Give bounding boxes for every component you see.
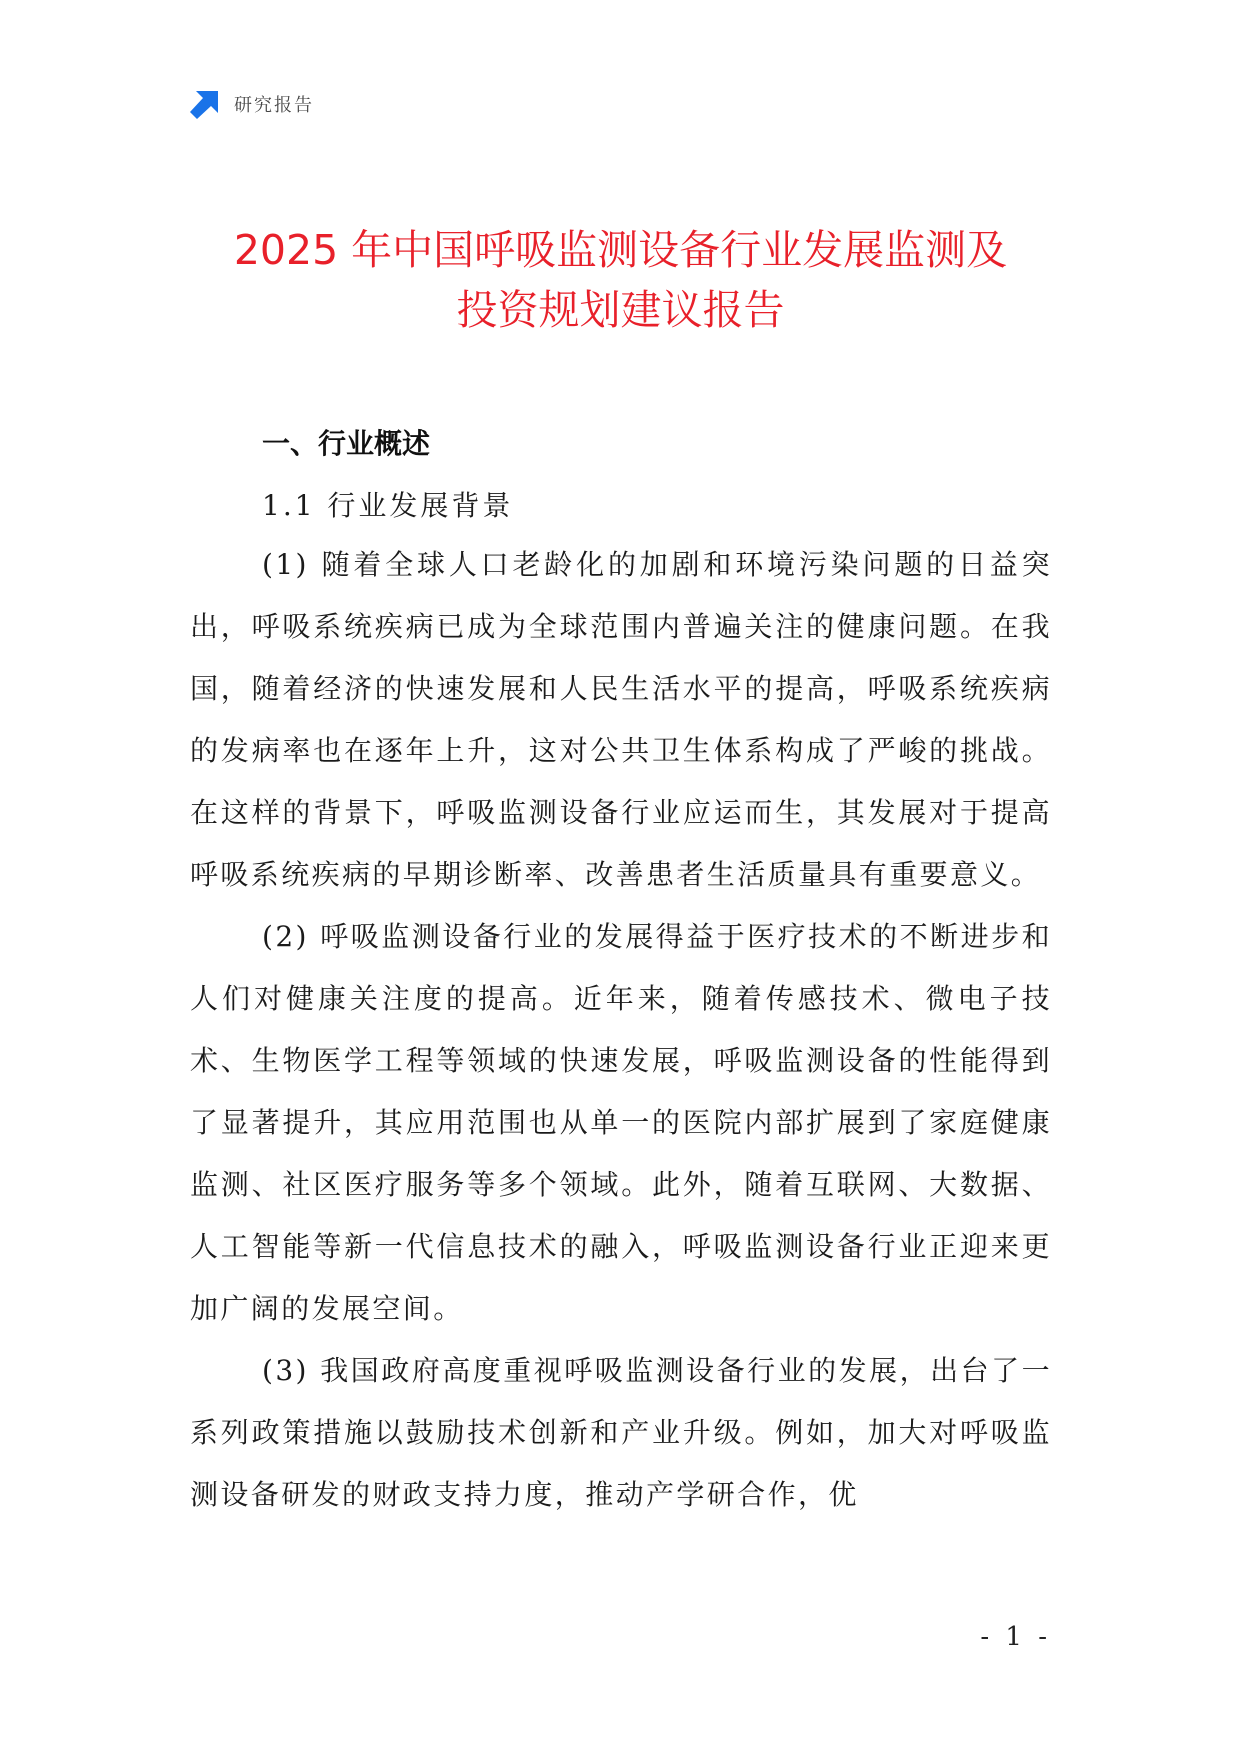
paragraph-3: (3) 我国政府高度重视呼吸监测设备行业的发展，出台了一系列政策措施以鼓励技术创新和产业升级。例如，加大对呼吸监测设备研发的财政支持力度，推动产学研合作，优 (190, 1354, 1052, 1511)
body-text (190, 534, 1052, 1526)
report-header (190, 88, 314, 120)
paragraph-1: (1) 随着全球人口老龄化的加剧和环境污染问题的日益突出，呼吸系统疾病已成为全球范围内普遍关注的健康问题。在我国，随着经济的快速发展和人民生活水平的提高，呼吸系统疾病的发病率也在逐年上升，这对公共卫生体系构成了严峻的挑战。在这样的背景下，呼吸监测设备行业应运而生，其发展对于提高呼吸系统疾病的早期诊断率、改善患者生活质量具有重要意义。 (190, 548, 1052, 891)
paragraph-2: (2) 呼吸监测设备行业的发展得益于医疗技术的不断进步和人们对健康关注度的提高。近年来，随着传感技术、微电子技术、生物医学工程等领域的快速发展，呼吸监测设备的性能得到了显著提升，其应用范围也从单一的医院内部扩展到了家庭健康监测、社区医疗服务等多个领域。此外，随着互联网、大数据、人工智能等新一代信息技术的融入，呼吸监测设备行业正迎来更加广阔的发展空间。 (190, 920, 1052, 1325)
subsection-heading: 1.1 行业发展背景 (262, 489, 514, 522)
arrow-up-right-icon (190, 89, 220, 119)
page-number: - 1 - (980, 1622, 1051, 1652)
report-title-line-1: 2025 年中国呼吸监测设备行业发展监测及 (233, 226, 1008, 274)
report-title (150, 220, 1091, 340)
section-heading: 一、行业概述 (262, 427, 431, 460)
header-label: 研究报告 (234, 95, 314, 116)
report-title-line-2: 投资规划建议报告 (456, 286, 785, 334)
